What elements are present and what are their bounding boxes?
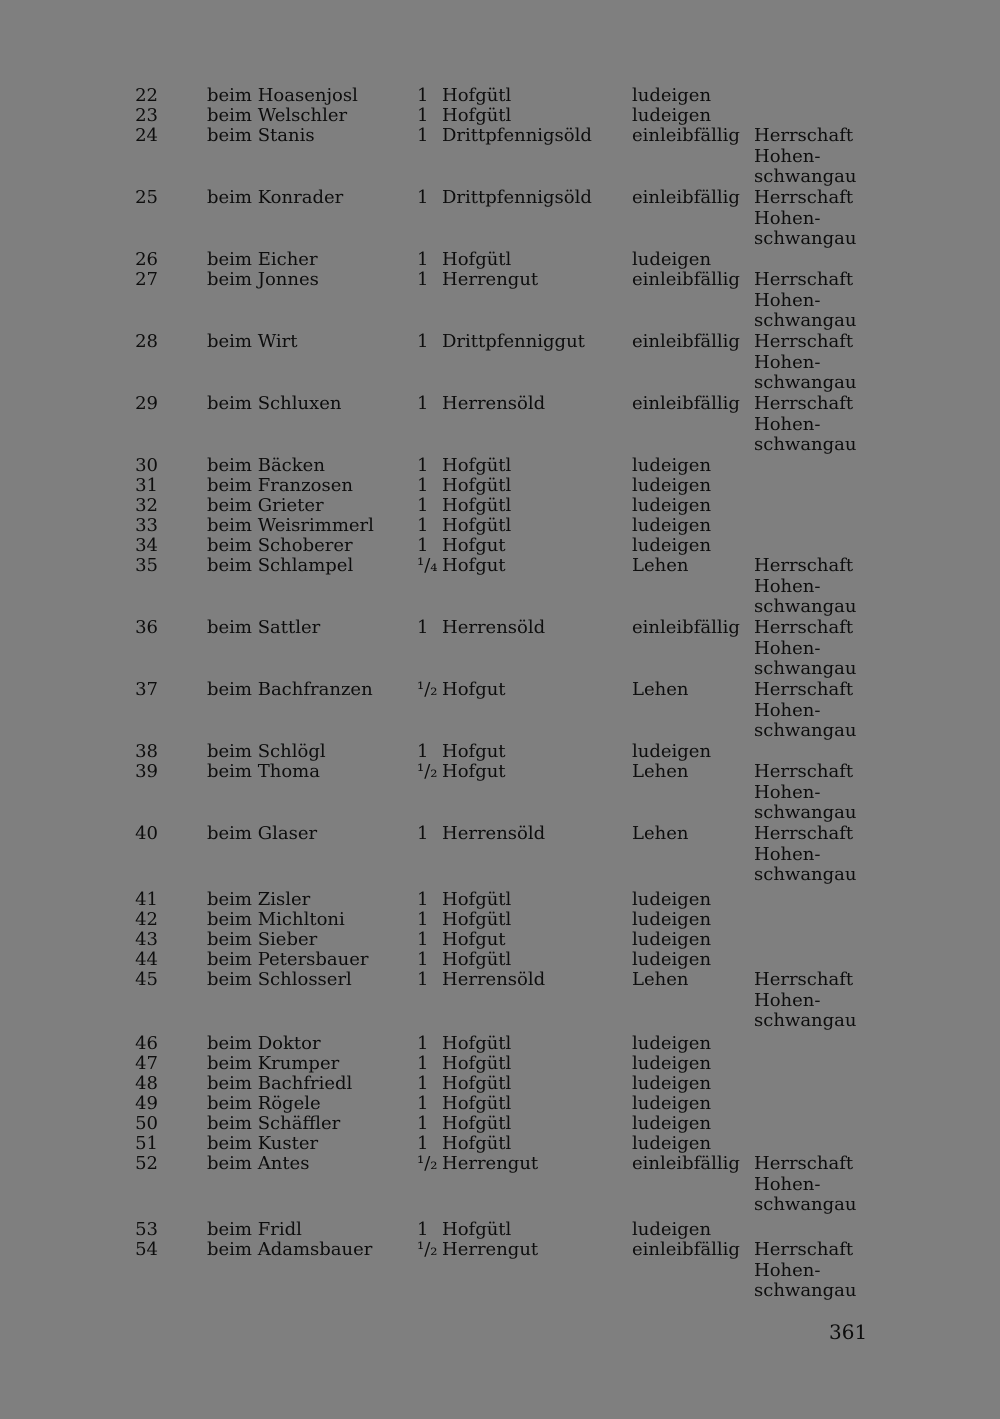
property-type: Hofgut bbox=[442, 535, 506, 556]
entry-number: 47 bbox=[135, 1053, 158, 1074]
lord-owner: Herrschaft Hohen- schwangau bbox=[754, 969, 857, 1031]
tenure-status: einleibfällig bbox=[632, 187, 740, 208]
tenure-status: einleibfällig bbox=[632, 617, 740, 638]
house-name: beim Michltoni bbox=[207, 909, 345, 930]
property-type: Herrengut bbox=[442, 1239, 539, 1260]
tenure-status: ludeigen bbox=[632, 889, 712, 910]
entry-number: 36 bbox=[135, 617, 158, 638]
property-type: Hofgütl bbox=[442, 515, 512, 536]
house-name: beim Antes bbox=[207, 1153, 310, 1174]
tenure-status: ludeigen bbox=[632, 495, 712, 516]
tenure-status: ludeigen bbox=[632, 1053, 712, 1074]
house-name: beim Fridl bbox=[207, 1219, 302, 1240]
tenure-status: ludeigen bbox=[632, 929, 712, 950]
quantity: 1 bbox=[417, 1113, 429, 1134]
house-name: beim Sattler bbox=[207, 617, 321, 638]
entry-number: 41 bbox=[135, 889, 158, 910]
table-row bbox=[0, 331, 1000, 393]
table-row bbox=[0, 1239, 1000, 1301]
lord-owner: Herrschaft Hohen- schwangau bbox=[754, 679, 857, 741]
entry-number: 37 bbox=[135, 679, 158, 700]
entry-number: 31 bbox=[135, 475, 158, 496]
entry-number: 50 bbox=[135, 1113, 158, 1134]
entry-number: 22 bbox=[135, 85, 158, 106]
tenure-status: einleibfällig bbox=[632, 1153, 740, 1174]
tenure-status: Lehen bbox=[632, 679, 689, 700]
table-row bbox=[0, 86, 1000, 106]
quantity: 1 bbox=[417, 909, 429, 930]
table-row bbox=[0, 761, 1000, 823]
quantity: 1 bbox=[417, 617, 429, 638]
house-name: beim Schäffler bbox=[207, 1113, 341, 1134]
table-row bbox=[0, 1034, 1000, 1054]
quantity: 1 bbox=[417, 515, 429, 536]
house-name: beim Schluxen bbox=[207, 393, 342, 414]
property-type: Hofgütl bbox=[442, 909, 512, 930]
house-name: beim Eicher bbox=[207, 249, 318, 270]
property-type: Hofgütl bbox=[442, 1219, 512, 1240]
quantity: 1 bbox=[417, 187, 429, 208]
quantity: 1 bbox=[417, 269, 429, 290]
table-row bbox=[0, 456, 1000, 476]
lord-owner: Herrschaft Hohen- schwangau bbox=[754, 125, 857, 187]
tenure-status: einleibfällig bbox=[632, 331, 740, 352]
entry-number: 28 bbox=[135, 331, 158, 352]
tenure-status: ludeigen bbox=[632, 535, 712, 556]
house-name: beim Kuster bbox=[207, 1133, 319, 1154]
house-name: beim Stanis bbox=[207, 125, 315, 146]
property-type: Hofgut bbox=[442, 741, 506, 762]
property-type: Hofgütl bbox=[442, 475, 512, 496]
entry-number: 45 bbox=[135, 969, 158, 990]
property-type: Hofgütl bbox=[442, 105, 512, 126]
house-name: beim Jonnes bbox=[207, 269, 319, 290]
property-type: Drittpfenniggut bbox=[442, 331, 585, 352]
quantity: 1 bbox=[417, 249, 429, 270]
table-row bbox=[0, 106, 1000, 126]
tenure-status: einleibfällig bbox=[632, 269, 740, 290]
entry-number: 38 bbox=[135, 741, 158, 762]
table-row bbox=[0, 910, 1000, 930]
lord-owner: Herrschaft Hohen- schwangau bbox=[754, 187, 857, 249]
property-type: Hofgut bbox=[442, 761, 506, 782]
quantity: 1 bbox=[417, 969, 429, 990]
property-type: Herrensöld bbox=[442, 393, 546, 414]
house-name: beim Grieter bbox=[207, 495, 324, 516]
lord-owner: Herrschaft Hohen- schwangau bbox=[754, 393, 857, 455]
tenure-status: ludeigen bbox=[632, 515, 712, 536]
tenure-status: ludeigen bbox=[632, 1219, 712, 1240]
tenure-status: ludeigen bbox=[632, 909, 712, 930]
house-name: beim Weisrimmerl bbox=[207, 515, 374, 536]
table-row bbox=[0, 1114, 1000, 1134]
property-type: Hofgütl bbox=[442, 85, 512, 106]
lord-owner: Herrschaft Hohen- schwangau bbox=[754, 331, 857, 393]
tenure-status: ludeigen bbox=[632, 949, 712, 970]
tenure-status: ludeigen bbox=[632, 1033, 712, 1054]
house-name: beim Thoma bbox=[207, 761, 320, 782]
quantity: 1 bbox=[417, 741, 429, 762]
page-number: 361 bbox=[829, 1320, 868, 1344]
table-row bbox=[0, 890, 1000, 910]
entry-number: 44 bbox=[135, 949, 158, 970]
tenure-status: ludeigen bbox=[632, 105, 712, 126]
house-name: beim Schlosserl bbox=[207, 969, 352, 990]
property-type: Drittpfennigsöld bbox=[442, 125, 592, 146]
property-type: Hofgütl bbox=[442, 949, 512, 970]
house-name: beim Schoberer bbox=[207, 535, 353, 556]
entry-number: 23 bbox=[135, 105, 158, 126]
table-row bbox=[0, 1134, 1000, 1154]
table-row bbox=[0, 742, 1000, 762]
entry-number: 24 bbox=[135, 125, 158, 146]
property-type: Hofgut bbox=[442, 679, 506, 700]
property-type: Hofgütl bbox=[442, 1053, 512, 1074]
lord-owner: Herrschaft Hohen- schwangau bbox=[754, 1239, 857, 1301]
quantity: 1 bbox=[417, 889, 429, 910]
property-type: Herrensöld bbox=[442, 969, 546, 990]
tenure-status: ludeigen bbox=[632, 741, 712, 762]
property-type: Herrensöld bbox=[442, 823, 546, 844]
quantity: 1 bbox=[417, 455, 429, 476]
house-name: beim Wirt bbox=[207, 331, 298, 352]
quantity: ¹/₄ bbox=[417, 555, 438, 576]
property-type: Hofgütl bbox=[442, 1093, 512, 1114]
quantity: 1 bbox=[417, 949, 429, 970]
entry-number: 53 bbox=[135, 1219, 158, 1240]
house-name: beim Rögele bbox=[207, 1093, 321, 1114]
table-row bbox=[0, 555, 1000, 617]
entry-number: 26 bbox=[135, 249, 158, 270]
quantity: 1 bbox=[417, 1219, 429, 1240]
quantity: 1 bbox=[417, 535, 429, 556]
house-name: beim Franzosen bbox=[207, 475, 353, 496]
quantity: ¹/₂ bbox=[417, 1153, 438, 1174]
property-type: Herrengut bbox=[442, 1153, 539, 1174]
house-name: beim Sieber bbox=[207, 929, 318, 950]
entry-number: 43 bbox=[135, 929, 158, 950]
property-type: Hofgütl bbox=[442, 455, 512, 476]
quantity: 1 bbox=[417, 1133, 429, 1154]
quantity: 1 bbox=[417, 1093, 429, 1114]
quantity: 1 bbox=[417, 331, 429, 352]
quantity: 1 bbox=[417, 929, 429, 950]
house-name: beim Konrader bbox=[207, 187, 344, 208]
table-row bbox=[0, 250, 1000, 270]
table-row bbox=[0, 536, 1000, 556]
table-row bbox=[0, 125, 1000, 187]
table-row bbox=[0, 1074, 1000, 1094]
tenure-status: Lehen bbox=[632, 823, 689, 844]
quantity: 1 bbox=[417, 1033, 429, 1054]
entry-number: 27 bbox=[135, 269, 158, 290]
table-row bbox=[0, 1054, 1000, 1074]
tenure-status: ludeigen bbox=[632, 1133, 712, 1154]
entry-number: 52 bbox=[135, 1153, 158, 1174]
tenure-status: Lehen bbox=[632, 761, 689, 782]
lord-owner: Herrschaft Hohen- schwangau bbox=[754, 269, 857, 331]
entry-number: 30 bbox=[135, 455, 158, 476]
table-row bbox=[0, 1094, 1000, 1114]
property-type: Hofgütl bbox=[442, 495, 512, 516]
tenure-status: ludeigen bbox=[632, 475, 712, 496]
tenure-status: Lehen bbox=[632, 555, 689, 576]
table-row bbox=[0, 476, 1000, 496]
tenure-status: einleibfällig bbox=[632, 393, 740, 414]
entry-number: 34 bbox=[135, 535, 158, 556]
property-type: Drittpfennigsöld bbox=[442, 187, 592, 208]
entry-number: 39 bbox=[135, 761, 158, 782]
quantity: ¹/₂ bbox=[417, 761, 438, 782]
house-name: beim Bachfriedl bbox=[207, 1073, 353, 1094]
house-name: beim Schlögl bbox=[207, 741, 326, 762]
entry-number: 32 bbox=[135, 495, 158, 516]
house-name: beim Hoasenjosl bbox=[207, 85, 358, 106]
quantity: 1 bbox=[417, 393, 429, 414]
tenure-status: ludeigen bbox=[632, 85, 712, 106]
house-name: beim Krumper bbox=[207, 1053, 340, 1074]
entry-number: 46 bbox=[135, 1033, 158, 1054]
table-row bbox=[0, 823, 1000, 885]
house-name: beim Welschler bbox=[207, 105, 348, 126]
property-type: Hofgütl bbox=[442, 1033, 512, 1054]
entry-number: 54 bbox=[135, 1239, 158, 1260]
lord-owner: Herrschaft Hohen- schwangau bbox=[754, 555, 857, 617]
quantity: 1 bbox=[417, 495, 429, 516]
property-type: Herrensöld bbox=[442, 617, 546, 638]
tenure-status: einleibfällig bbox=[632, 1239, 740, 1260]
house-name: beim Bachfranzen bbox=[207, 679, 373, 700]
entry-number: 29 bbox=[135, 393, 158, 414]
lord-owner: Herrschaft Hohen- schwangau bbox=[754, 761, 857, 823]
tenure-status: ludeigen bbox=[632, 1093, 712, 1114]
table-row bbox=[0, 930, 1000, 950]
table-row bbox=[0, 950, 1000, 970]
house-name: beim Schlampel bbox=[207, 555, 354, 576]
quantity: 1 bbox=[417, 125, 429, 146]
house-name: beim Zisler bbox=[207, 889, 311, 910]
lord-owner: Herrschaft Hohen- schwangau bbox=[754, 1153, 857, 1215]
table-row bbox=[0, 516, 1000, 536]
property-type: Hofgütl bbox=[442, 1073, 512, 1094]
property-type: Hofgütl bbox=[442, 1113, 512, 1134]
tenure-status: ludeigen bbox=[632, 1073, 712, 1094]
table-row bbox=[0, 269, 1000, 331]
quantity: 1 bbox=[417, 1073, 429, 1094]
quantity: ¹/₂ bbox=[417, 1239, 438, 1260]
property-type: Hofgut bbox=[442, 555, 506, 576]
quantity: 1 bbox=[417, 823, 429, 844]
table-row bbox=[0, 1153, 1000, 1215]
table-row bbox=[0, 187, 1000, 249]
quantity: 1 bbox=[417, 1053, 429, 1074]
entry-number: 35 bbox=[135, 555, 158, 576]
house-name: beim Bäcken bbox=[207, 455, 325, 476]
property-type: Hofgütl bbox=[442, 249, 512, 270]
tenure-status: ludeigen bbox=[632, 455, 712, 476]
tenure-status: ludeigen bbox=[632, 1113, 712, 1134]
property-type: Hofgut bbox=[442, 929, 506, 950]
entry-number: 48 bbox=[135, 1073, 158, 1094]
entry-number: 40 bbox=[135, 823, 158, 844]
property-type: Hofgütl bbox=[442, 1133, 512, 1154]
quantity: ¹/₂ bbox=[417, 679, 438, 700]
tenure-status: ludeigen bbox=[632, 249, 712, 270]
lord-owner: Herrschaft Hohen- schwangau bbox=[754, 823, 857, 885]
table-row bbox=[0, 617, 1000, 679]
table-row bbox=[0, 496, 1000, 516]
property-type: Hofgütl bbox=[442, 889, 512, 910]
table-row bbox=[0, 969, 1000, 1031]
entry-number: 42 bbox=[135, 909, 158, 930]
table-row bbox=[0, 393, 1000, 455]
entry-number: 25 bbox=[135, 187, 158, 208]
tenure-status: Lehen bbox=[632, 969, 689, 990]
entry-number: 51 bbox=[135, 1133, 158, 1154]
table-row bbox=[0, 1220, 1000, 1240]
entry-number: 33 bbox=[135, 515, 158, 536]
quantity: 1 bbox=[417, 85, 429, 106]
house-name: beim Glaser bbox=[207, 823, 318, 844]
house-name: beim Petersbauer bbox=[207, 949, 369, 970]
lord-owner: Herrschaft Hohen- schwangau bbox=[754, 617, 857, 679]
entry-number: 49 bbox=[135, 1093, 158, 1114]
house-name: beim Doktor bbox=[207, 1033, 321, 1054]
property-type: Herrengut bbox=[442, 269, 539, 290]
house-name: beim Adamsbauer bbox=[207, 1239, 373, 1260]
quantity: 1 bbox=[417, 475, 429, 496]
tenure-status: einleibfällig bbox=[632, 125, 740, 146]
quantity: 1 bbox=[417, 105, 429, 126]
table-row bbox=[0, 679, 1000, 741]
